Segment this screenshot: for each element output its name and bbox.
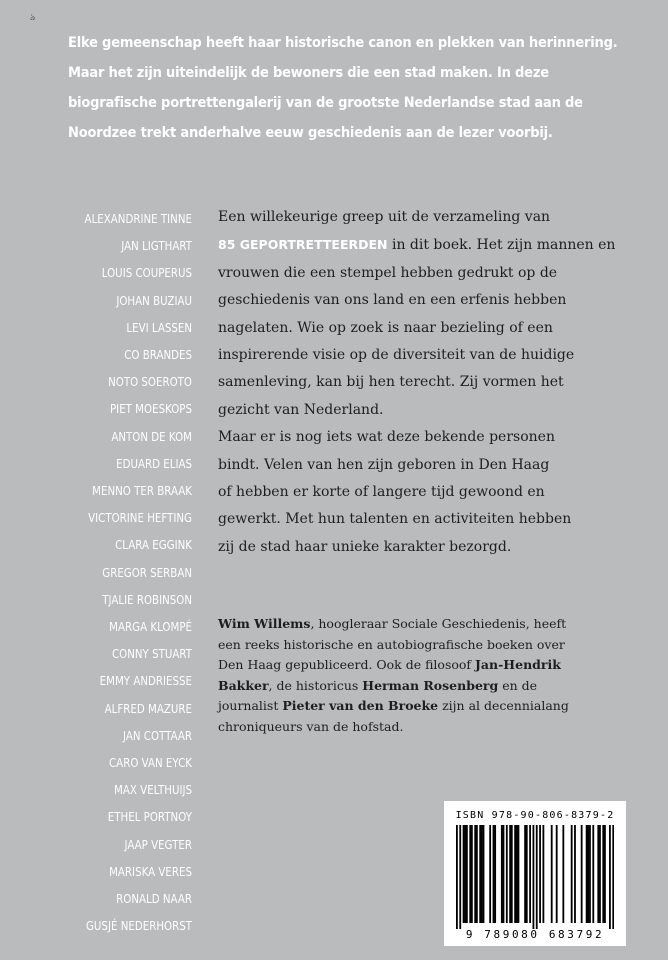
barcode-bar xyxy=(471,825,473,923)
barcode-bar xyxy=(509,825,511,923)
barcode-bar xyxy=(612,825,614,929)
name-item: CLARA EGGINK xyxy=(115,537,192,553)
barcode-bar xyxy=(514,825,516,923)
name-item: MARISKA VERES xyxy=(109,863,192,879)
main-line: samenleving, kan bij hen terecht. Zij vormen het xyxy=(218,374,564,391)
name-item: MENNO TER BRAAK xyxy=(92,483,192,499)
barcode-bar xyxy=(602,825,604,923)
author-name: Pieter van den Broeke xyxy=(282,698,439,713)
barcode-bar xyxy=(524,825,526,923)
barcode-bar xyxy=(466,825,468,923)
barcode-bar xyxy=(483,825,485,923)
main-line: nagelaten. Wie op zoek is naar bezieling of een xyxy=(218,319,553,336)
name-item: JOHAN BUZIAU xyxy=(116,292,192,308)
name-item: MAX VELTHUIJS xyxy=(114,782,192,798)
intro-line: Elke gemeenschap heeft haar historische canon en plekken van herinnering. xyxy=(68,35,618,51)
barcode-bar xyxy=(529,825,531,923)
name-item: CO BRANDES xyxy=(124,347,192,363)
name-item: TJALIE ROBINSON xyxy=(102,591,192,607)
barcode-bar xyxy=(609,825,611,929)
intro-text xyxy=(68,28,628,148)
main-line: geschiedenis van ons land en een erfenis hebben xyxy=(218,292,567,309)
barcode-bar xyxy=(474,825,476,923)
barcode-bar xyxy=(481,825,483,923)
main-line: gewerkt. Met hun talenten en activiteiten hebben xyxy=(218,511,572,528)
main-line: zij de stad haar unieke karakter bezorgd. xyxy=(218,538,512,555)
name-item: GUSJÉ NEDERHORST xyxy=(85,918,192,934)
authors-line xyxy=(218,614,638,635)
authors-line xyxy=(218,655,638,676)
name-item: JAN LIGTHART xyxy=(121,238,192,254)
barcode-bar xyxy=(526,825,528,923)
name-item: VICTORINE HEFTING xyxy=(88,510,192,526)
authors-text-span: , hoogleraar Sociale Geschiedenis, heeft xyxy=(310,616,567,631)
barcode-bar xyxy=(518,825,520,923)
name-item: LEVI LASSEN xyxy=(126,319,192,335)
main-line: Een willekeurige greep uit de verzameling van xyxy=(218,209,551,225)
authors-line xyxy=(218,676,638,697)
name-item: NOTO SOEROTO xyxy=(108,374,192,390)
main-line: Maar er is nog iets wat deze bekende personen xyxy=(218,429,555,446)
name-item: EDUARD ELIAS xyxy=(116,455,192,471)
main-text xyxy=(218,204,638,561)
main-line xyxy=(218,231,638,259)
name-item: ANTON DE KOM xyxy=(111,428,192,444)
authors-text-span: zijn al decennialang xyxy=(438,698,569,713)
intro-line: Noordzee trekt anderhalve eeuw geschiedenis aan de lezer voorbij. xyxy=(68,125,553,141)
barcode-bar xyxy=(599,825,601,923)
barcode-bar xyxy=(597,825,599,923)
barcode-bar xyxy=(536,825,538,929)
barcode-bar xyxy=(463,825,465,923)
name-item: CARO VAN EYCK xyxy=(109,755,192,771)
name-item: GREGOR SERBAN xyxy=(102,564,192,580)
highlight-count: 85 GEPORTRETTEERDEN xyxy=(218,237,388,253)
barcode-bar xyxy=(464,825,466,923)
main-line: bindt. Velen van hen zijn geboren in Den Haag xyxy=(218,456,550,473)
authors-text-span: en de xyxy=(498,677,538,693)
barcode-bar xyxy=(589,825,591,923)
barcode-bar xyxy=(604,825,606,923)
intro-line: Maar het zijn uiteindelijk de bewoners die een stad maken. In deze xyxy=(68,65,549,81)
barcode-bar xyxy=(592,825,594,923)
barcode-bar xyxy=(516,825,518,923)
barcode-bar xyxy=(506,825,508,923)
author-name: Bakker xyxy=(218,677,269,693)
barcode-bar xyxy=(489,825,491,923)
barcode-bar xyxy=(574,825,576,923)
ean-digits: 9 789080 683792 xyxy=(465,928,605,941)
name-item: RONALD NAAR xyxy=(116,891,192,907)
barcode-bar xyxy=(533,825,535,929)
isbn-label: ISBN 978-90-806-8379-2 xyxy=(455,810,615,821)
barcode-bar xyxy=(542,825,544,923)
main-line: of hebben er korte of langere tijd gewoond en xyxy=(218,484,545,501)
name-item: ETHEL PORTNOY xyxy=(107,809,192,825)
author-name: Herman Rosenberg xyxy=(362,677,499,693)
authors-line: een reeks historische en autobiografische boeken over xyxy=(218,636,565,652)
barcode-bar xyxy=(571,825,573,923)
name-item: MARGA KLOMPÉ xyxy=(109,619,192,635)
barcode-bar xyxy=(556,825,558,923)
barcode-bar xyxy=(503,825,505,923)
authors-text-span: journalist xyxy=(218,698,283,713)
name-item: ALEXANDRINE TINNE xyxy=(84,211,192,226)
authors-line xyxy=(218,696,638,717)
author-name: Jan-Hendrik xyxy=(475,657,561,672)
barcode-bar xyxy=(501,825,503,923)
corner-mark: ঌ xyxy=(30,13,36,23)
barcode-bar xyxy=(551,825,553,923)
name-item: JAAP VEGTER xyxy=(124,836,192,852)
barcode-bar xyxy=(562,825,564,923)
name-item: JAN COTTAAR xyxy=(123,727,192,743)
barcode-bar xyxy=(459,825,461,929)
name-item: ALFRED MAZURE xyxy=(104,700,192,716)
barcode-bar xyxy=(581,825,583,923)
barcode-bar xyxy=(587,825,589,923)
barcode-bar xyxy=(586,825,588,923)
main-line: gezicht van Nederland. xyxy=(218,401,384,418)
barcode-bar xyxy=(493,825,495,923)
main-line-rest: in dit boek. Het zijn mannen en xyxy=(387,237,616,254)
name-item: PIET MOESKOPS xyxy=(109,401,192,417)
authors-line: chroniqueurs van de hofstad. xyxy=(218,718,404,734)
barcode-bar xyxy=(494,825,496,923)
isbn-barcode xyxy=(444,801,626,946)
main-line: inspirerende visie op de diversiteit van de huidige xyxy=(218,347,575,364)
name-item: EMMY ANDRIESSE xyxy=(99,673,192,689)
intro-line: biografische portrettengalerij van de grootste Nederlandse stad aan de xyxy=(68,95,583,111)
barcode-bar xyxy=(476,825,478,923)
barcode-bar xyxy=(539,825,541,923)
name-item: CONNY STUART xyxy=(111,646,192,662)
portrayed-names-list xyxy=(67,205,192,939)
barcode-bar xyxy=(511,825,513,923)
authors-text xyxy=(218,614,638,737)
authors-text-span: Den Haag gepubliceerd. Ook de filosoof xyxy=(218,657,476,672)
authors-text-span: , de historicus xyxy=(268,677,363,693)
barcode-bars xyxy=(456,825,614,929)
main-line: vrouwen die een stempel hebben gedrukt op de xyxy=(218,264,558,281)
barcode-bar xyxy=(469,825,471,923)
barcode-bar xyxy=(456,825,458,929)
barcode-bar xyxy=(479,825,481,923)
author-name: Wim Willems xyxy=(218,616,311,631)
name-item: LOUIS COUPERUS xyxy=(101,265,192,281)
